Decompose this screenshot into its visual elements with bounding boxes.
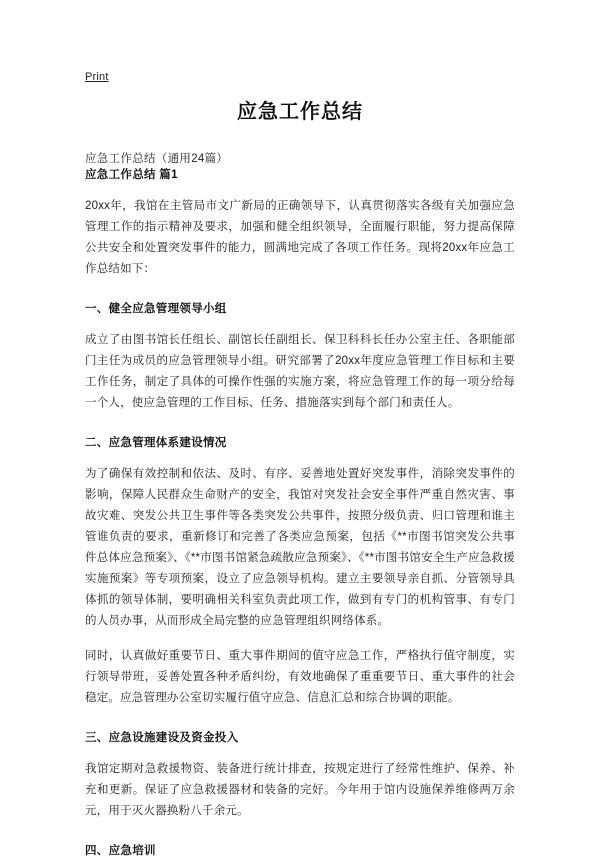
- document-subtitle: 应急工作总结（通用24篇）: [85, 153, 229, 165]
- subsection-heading: 一、健全应急管理领导小组: [85, 303, 227, 315]
- paragraph: 为了确保有效控制和依法、及时、有序、妥善地处置好突发事件，消除突发事件的影响，保障人民群众生命财产的安全，我馆对突发社会安全事件严重自然灾害、事故灾难、突发公共卫生事件等各类突发公共事件，按照分级负责、归口管理和谁主管谁负责的要求，重新修订和完善了各类应急预案，包括《**市图书馆突发公共事件总体应急预案》、《**市图书馆紧急疏散应急预案》、《**市图书馆安全生产应急救援实施预案》等专项预案，设立了应急领导机构。建立主要领导亲自抓、分管领导具体抓的领导体制，要明确相关科室负责此项工作，做到有专门的机构管事、有专门的人员办事，从而形成全局完整的应急管理组织网络体系。: [85, 468, 515, 627]
- paragraph: 同时，认真做好重要节日、重大事件期间的值守应急工作，严格执行值守制度，实行领导带班，妥善处置各种矛盾纠纷，有效地确保了重重要节日、重大事件的社会稳定。应急管理办公室切实履行值守应急、信息汇总和综合协调的职能。: [85, 650, 515, 704]
- section-heading: 应急工作总结 篇1: [85, 169, 178, 181]
- subsection-heading: 三、应急设施建设及资金投入: [85, 732, 239, 744]
- paragraph: 20xx年，我馆在主管局市文广新局的正确领导下，认真贯彻落实各级有关加强应急管理工作的指示精神及要求，加强和健全组织领导，全面履行职能，努力提高保障公共安全和处置突发事件的能力，圆满地完成了各项工作任务。现将20xx年应急工作总结如下：: [85, 200, 515, 275]
- subsection-heading: 二、应急管理体系建设情况: [85, 437, 227, 449]
- document-body: [85, 166, 515, 858]
- subsection-heading: 四、应急培训: [85, 845, 156, 857]
- paragraph: 成立了由图书馆长任组长、副馆长任副组长、保卫科科长任办公室主任、各职能部门主任为成员的应急管理领导小组。研究部署了20xx年度应急管理工作目标和主要工作任务，制定了具体的可操作性强的实施方案，将应急管理工作的每一项分给每一个人，使应急管理的工作目标、任务、措施落实到每个部门和责任人。: [85, 334, 515, 409]
- paragraph: 我馆定期对急救援物资、装备进行统计排查，按规定进行了经常性维护、保养、补充和更新。保证了应急救援器材和装备的完好。今年用于馆内设施保养维修两万余元，用于灭火器换粉八千余元。: [85, 763, 515, 817]
- page-title: 应急工作总结: [237, 101, 363, 123]
- print-button[interactable]: Print: [85, 71, 109, 83]
